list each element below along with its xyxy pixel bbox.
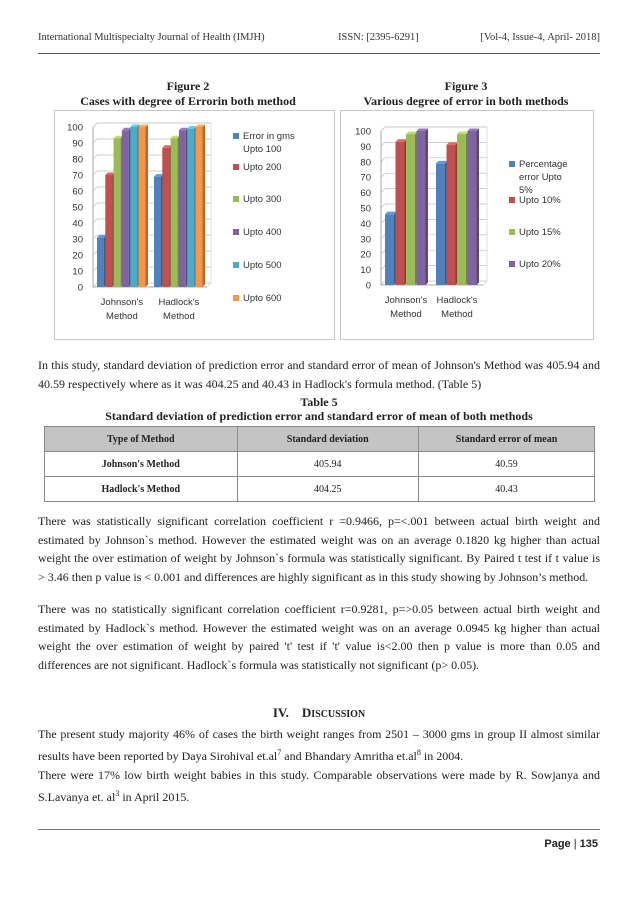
bar — [436, 163, 445, 285]
bar — [396, 142, 405, 285]
journal-name: International Multispecialty Journal of Health (IMJH) — [38, 32, 265, 43]
legend-swatch — [509, 261, 515, 267]
y-tick-label: 30 — [360, 234, 371, 246]
legend-swatch — [509, 161, 515, 167]
legend-swatch — [233, 164, 239, 170]
text-run: in April 2015. — [119, 789, 190, 804]
figure3-title — [340, 79, 592, 109]
bar-side — [426, 129, 429, 286]
figure2-title — [40, 79, 336, 109]
bar — [105, 175, 112, 287]
text-run: There were 17% low birth weight babies in this study. Comparable observations were made by R. Sowjanya and S.Lavanya et. al — [38, 768, 600, 804]
section-title-rest: ISCUSSION — [311, 709, 366, 720]
legend-label: Percentage — [519, 159, 568, 170]
issn: ISSN: [2395-6291] — [338, 32, 419, 43]
y-tick-label: 80 — [72, 154, 83, 166]
page-label: Page — [544, 838, 571, 850]
text-run: The present study majority 46% of cases the birth weight ranges from 2501 – 3000 gms in group II almost similar results have been reported by Daya Sirohival et.al — [38, 727, 600, 763]
table-header-row — [45, 427, 595, 452]
x-tick-label: Method — [390, 309, 422, 320]
table-cell: 405.94 — [237, 452, 419, 477]
table-header-cell: Standard deviation — [237, 427, 419, 452]
y-tick-label: 0 — [365, 280, 371, 292]
x-tick-label: Johnson's — [384, 295, 428, 306]
legend-label: Upto 15% — [519, 227, 561, 238]
x-tick-label: Hadlock's — [436, 295, 478, 306]
legend-label: Error in gms — [243, 131, 295, 142]
bar-side — [146, 125, 149, 288]
x-tick-label: Hadlock's — [158, 297, 200, 308]
y-tick-label: 60 — [72, 186, 83, 198]
text-run: in 2004. — [420, 748, 464, 763]
x-tick-label: Johnson's — [100, 297, 144, 308]
bar — [171, 138, 178, 287]
legend-swatch — [233, 196, 239, 202]
section-title-initial: D — [301, 705, 312, 720]
table5 — [44, 426, 595, 502]
x-tick-label: Method — [163, 311, 195, 322]
figure3-chart-svg — [341, 111, 593, 339]
legend-swatch — [233, 229, 239, 235]
paragraph-johnson-correlation: There was statistically significant correlation coefficient r =0.9466, p=<.001 between actual birth weight and estimated by Johnson`s method. However the estimated weight was on an average 0.1820 kg higher than actual weight the over estimation of weight by Johnson`s formula was statistically significant. By Paired t test if t value is > 3.46 then p value is < 0.001 and differences are highly significant as in this study showing by Johnson’s method. — [38, 514, 600, 584]
legend-label: Upto 500 — [243, 260, 282, 271]
figure3-label: Figure 3 — [444, 79, 488, 93]
legend-swatch — [233, 133, 239, 139]
y-tick-label: 90 — [360, 141, 371, 153]
bar — [154, 177, 161, 287]
y-tick-label: 30 — [72, 234, 83, 246]
table5-title — [38, 395, 600, 423]
legend-label: Upto 10% — [519, 195, 561, 206]
footer-rule — [38, 829, 600, 830]
bar-side — [203, 125, 206, 288]
paragraph-table5-intro: In this study, standard deviation of prediction error and standard error of mean of Johnson's Method was 405.94 and 40.59 respectively where as it was 404.25 and 40.43 in Hadlock's formula method. (Table 5) — [38, 358, 600, 391]
volume-issue: [Vol-4, Issue-4, April- 2018] — [480, 32, 600, 43]
table-cell: Hadlock's Method — [45, 477, 238, 502]
y-tick-label: 0 — [77, 282, 83, 294]
legend-label: Upto 20% — [519, 259, 561, 270]
paragraph-discussion-1 — [38, 725, 600, 765]
citation-ref: 8 — [416, 747, 421, 757]
bar-side — [477, 129, 480, 286]
table-row — [45, 452, 595, 477]
bar — [97, 237, 104, 287]
legend-swatch — [509, 229, 515, 235]
y-tick-label: 50 — [360, 203, 371, 215]
bar — [196, 127, 203, 287]
bar — [179, 130, 186, 287]
table-cell: 40.59 — [419, 452, 595, 477]
legend-label: Upto 300 — [243, 194, 282, 205]
page-number: Page | 135 — [544, 838, 598, 850]
legend-swatch — [233, 262, 239, 268]
bar — [385, 214, 394, 285]
figure2-label: Figure 2 — [166, 79, 210, 93]
y-tick-label: 40 — [72, 218, 83, 230]
table-header-cell: Type of Method — [45, 427, 238, 452]
figure2-chart — [54, 110, 335, 340]
y-tick-label: 50 — [72, 202, 83, 214]
table-header-cell: Standard error of mean — [419, 427, 595, 452]
y-tick-label: 20 — [72, 250, 83, 262]
y-tick-label: 60 — [360, 188, 371, 200]
running-header — [38, 32, 600, 50]
page-number-value: 135 — [579, 838, 598, 850]
section-number: IV. — [272, 705, 289, 720]
y-tick-label: 20 — [360, 249, 371, 261]
legend-swatch — [233, 295, 239, 301]
legend-label: error Upto — [519, 172, 562, 183]
table-row — [45, 477, 595, 502]
figure2-chart-svg — [55, 111, 334, 339]
paragraph-discussion-2 — [38, 766, 600, 806]
figure3-chart — [340, 110, 594, 340]
y-tick-label: 90 — [72, 138, 83, 150]
y-tick-label: 70 — [72, 170, 83, 182]
legend-label: 5% — [519, 185, 533, 196]
text-run: and Bhandary Amritha et.al — [281, 748, 417, 763]
bar — [468, 131, 477, 285]
bar — [139, 127, 146, 287]
table-cell: 40.43 — [419, 477, 595, 502]
y-tick-label: 80 — [360, 157, 371, 169]
y-tick-label: 10 — [360, 265, 371, 277]
x-tick-label: Method — [441, 309, 473, 320]
legend-label: Upto 200 — [243, 162, 282, 173]
y-tick-label: 10 — [72, 266, 83, 278]
y-tick-label: 40 — [360, 218, 371, 230]
bar — [417, 131, 426, 285]
y-tick-label: 100 — [355, 126, 371, 138]
legend-swatch — [509, 197, 515, 203]
citation-ref: 7 — [277, 747, 282, 757]
y-tick-label: 100 — [67, 122, 83, 134]
x-tick-label: Method — [106, 311, 138, 322]
figure3-caption: Various degree of error in both methods — [363, 94, 569, 108]
legend-label: Upto 400 — [243, 227, 282, 238]
header-rule — [38, 53, 600, 54]
figure2-caption: Cases with degree of Errorin both method — [80, 94, 296, 108]
table5-caption: Standard deviation of prediction error and standard error of mean of both methods — [105, 409, 533, 423]
y-tick-label: 70 — [360, 172, 371, 184]
bar — [162, 148, 169, 287]
bar — [122, 130, 129, 287]
citation-ref: 3 — [115, 788, 120, 798]
legend-label: Upto 100 — [243, 144, 282, 155]
bar — [457, 134, 466, 285]
bar — [114, 138, 121, 287]
legend-label: Upto 600 — [243, 293, 282, 304]
bar — [406, 134, 415, 285]
paragraph-hadlock-correlation: There was no statistically significant correlation coefficient r=0.9281, p=>0.05 between actual birth weight and estimated by Hadlock`s method. However the estimated weight was on an average 0.0945 kg higher than actual weight the over estimation of weight by paired 't' test if 't' value is<2.00 then p value is more than 0.05 and differences are not significant. Hadlock`s formula was statistically not significant (p> 0.05). — [38, 602, 600, 672]
section-heading — [38, 705, 600, 721]
table-cell: 404.25 — [237, 477, 419, 502]
bar — [447, 145, 456, 285]
table5-label: Table 5 — [300, 395, 338, 409]
bar — [187, 129, 194, 287]
table-cell: Johnson's Method — [45, 452, 238, 477]
bar — [130, 127, 137, 287]
